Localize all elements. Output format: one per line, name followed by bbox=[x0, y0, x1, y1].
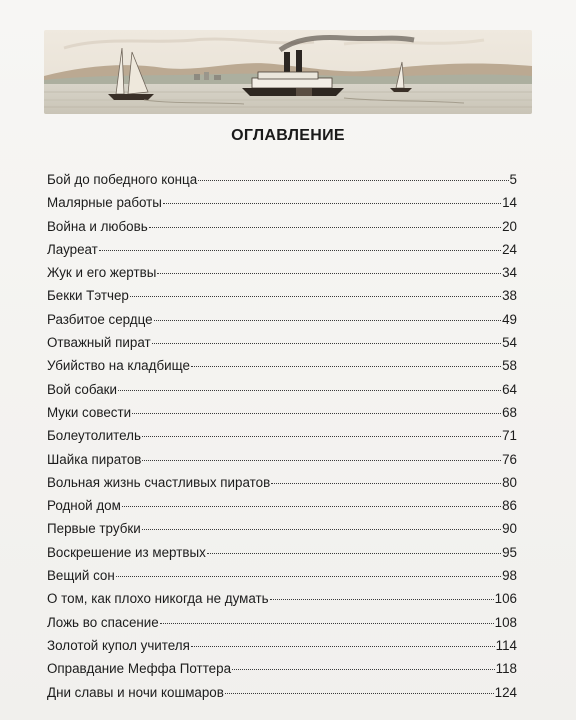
toc-entry bbox=[47, 564, 517, 587]
toc-entry-page-number: 71 bbox=[502, 428, 517, 444]
toc-entry-title: Болеутолитель bbox=[47, 428, 141, 444]
toc-entry-title: Дни славы и ночи кошмаров bbox=[47, 684, 224, 700]
toc-entry-title: Вольная жизнь счастливых пиратов bbox=[47, 474, 271, 490]
toc-entry-page-number: 24 bbox=[502, 241, 517, 257]
dot-leader bbox=[160, 609, 494, 624]
toc-entry bbox=[47, 657, 517, 680]
dot-leader bbox=[157, 259, 501, 274]
toc-entry-title: Родной дом bbox=[47, 498, 121, 514]
toc-entry-page-number: 106 bbox=[494, 591, 517, 607]
toc-entry-title: Ложь во спасение bbox=[47, 614, 159, 630]
toc-entry bbox=[47, 354, 517, 377]
dot-leader bbox=[163, 189, 501, 204]
dot-leader bbox=[149, 213, 501, 228]
dot-leader bbox=[142, 446, 501, 461]
toc-entry-page-number: 118 bbox=[495, 661, 517, 677]
dot-leader bbox=[142, 515, 501, 530]
toc-entry-title: Шайка пиратов bbox=[47, 451, 142, 467]
toc-entry-page-number: 20 bbox=[502, 218, 517, 234]
toc-entry bbox=[47, 168, 517, 191]
dot-leader bbox=[154, 306, 502, 321]
toc-entry-page-number: 80 bbox=[502, 474, 517, 490]
toc-entry-page-number: 86 bbox=[502, 498, 517, 514]
toc-entry-title: Отважный пират bbox=[47, 335, 151, 351]
toc-entry-page-number: 108 bbox=[494, 614, 517, 630]
dot-leader bbox=[270, 585, 494, 600]
toc-entry-title: Бекки Тэтчер bbox=[47, 288, 129, 304]
toc-entry-title: Война и любовь bbox=[47, 218, 148, 234]
toc-entry-title: Малярные работы bbox=[47, 195, 162, 211]
dot-leader bbox=[225, 679, 494, 694]
dot-leader bbox=[122, 492, 501, 507]
toc-entry-page-number: 64 bbox=[502, 381, 517, 397]
toc-entry-title: Жук и его жертвы bbox=[47, 265, 157, 281]
toc-entry-title: Первые трубки bbox=[47, 521, 141, 537]
toc-entry-page-number: 5 bbox=[509, 172, 517, 187]
toc-entry bbox=[47, 424, 517, 447]
toc-entry bbox=[47, 308, 517, 331]
toc-entry-page-number: 68 bbox=[502, 404, 517, 420]
dot-leader bbox=[271, 469, 501, 484]
toc-entry-page-number: 49 bbox=[502, 311, 517, 327]
toc-entry bbox=[47, 238, 517, 261]
toc-entry bbox=[47, 215, 517, 238]
toc-entry bbox=[47, 261, 517, 284]
toc-entry-title: Оправдание Меффа Поттера bbox=[47, 661, 232, 677]
river-steamboat-illustration bbox=[44, 30, 532, 114]
dot-leader bbox=[232, 655, 495, 670]
dot-leader bbox=[118, 376, 501, 391]
dot-leader bbox=[132, 399, 501, 414]
table-of-contents bbox=[47, 168, 517, 704]
toc-entry-title: Лауреат bbox=[47, 241, 98, 257]
river-steamboat-and-sailboats-icon bbox=[44, 30, 532, 114]
toc-entry-page-number: 90 bbox=[502, 521, 517, 537]
toc-entry bbox=[47, 471, 517, 494]
toc-entry bbox=[47, 494, 517, 517]
toc-entry-title: Убийство на кладбище bbox=[47, 358, 190, 374]
toc-entry bbox=[47, 587, 517, 610]
toc-entry bbox=[47, 331, 517, 354]
dot-leader bbox=[198, 166, 508, 181]
dot-leader bbox=[152, 329, 501, 344]
toc-entry-page-number: 124 bbox=[494, 684, 517, 700]
toc-entry-title: Вой собаки bbox=[47, 381, 118, 397]
toc-entry bbox=[47, 681, 517, 704]
toc-entry-page-number: 95 bbox=[502, 544, 517, 560]
toc-entry bbox=[47, 378, 517, 401]
toc-entry-page-number: 114 bbox=[495, 637, 517, 653]
dot-leader bbox=[116, 562, 501, 577]
toc-entry bbox=[47, 611, 517, 634]
toc-entry bbox=[47, 448, 517, 471]
toc-entry-page-number: 58 bbox=[502, 358, 517, 374]
dot-leader bbox=[99, 236, 501, 251]
page-title: ОГЛАВЛЕНИЕ bbox=[231, 127, 345, 144]
toc-entry bbox=[47, 634, 517, 657]
toc-entry-page-number: 76 bbox=[502, 451, 517, 467]
toc-entry-title: Вещий сон bbox=[47, 568, 115, 584]
toc-entry bbox=[47, 284, 517, 307]
toc-entry-page-number: 54 bbox=[502, 335, 517, 351]
toc-entry bbox=[47, 401, 517, 424]
toc-entry-title: Муки совести bbox=[47, 404, 132, 420]
dot-leader bbox=[142, 422, 501, 437]
toc-entry bbox=[47, 191, 517, 214]
dot-leader bbox=[191, 632, 495, 647]
toc-entry-title: Воскрешение из мертвых bbox=[47, 544, 206, 560]
dot-leader bbox=[191, 352, 501, 367]
dot-leader bbox=[207, 539, 501, 554]
toc-entry-page-number: 34 bbox=[502, 265, 517, 281]
toc-entry-title: Разбитое сердце bbox=[47, 311, 153, 327]
toc-entry-page-number: 38 bbox=[502, 288, 517, 304]
toc-entry-title: О том, как плохо никогда не думать bbox=[47, 591, 269, 607]
toc-entry-title: Золотой купол учителя bbox=[47, 637, 190, 653]
toc-entry-title: Бой до победного конца bbox=[47, 172, 198, 187]
toc-entry-page-number: 14 bbox=[502, 195, 517, 211]
toc-entry bbox=[47, 541, 517, 564]
toc-entry-page-number: 98 bbox=[502, 568, 517, 584]
toc-entry bbox=[47, 517, 517, 540]
dot-leader bbox=[130, 282, 501, 297]
